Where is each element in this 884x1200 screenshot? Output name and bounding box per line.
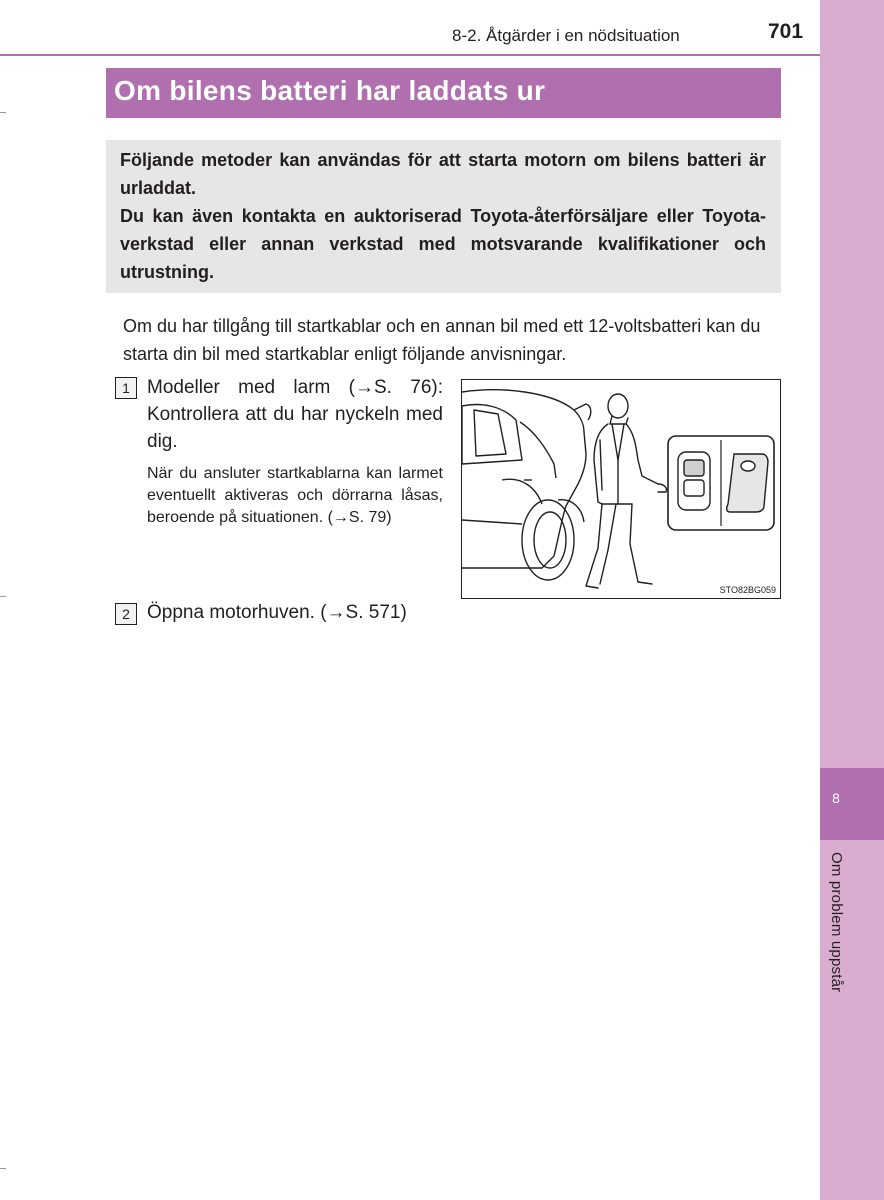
step-number-1: 1 xyxy=(115,377,137,399)
step-number-2: 2 xyxy=(115,603,137,625)
illustration-code: STO82BG059 xyxy=(719,585,776,595)
step-text-2: Öppna motorhuven. (→S. 571) xyxy=(147,602,407,623)
chapter-number: 8 xyxy=(832,790,840,806)
intro-line-1: Följande metoder kan användas för att starta motorn om bilens batteri är urladdat. xyxy=(120,150,766,198)
crop-mark xyxy=(0,112,6,113)
chapter-title: Om problem uppstår xyxy=(828,852,845,993)
section-header: 8-2. Åtgärder i en nödsituation xyxy=(452,26,680,45)
header-rule xyxy=(0,54,820,56)
illustration-panel xyxy=(461,379,781,599)
page-title: Om bilens batteri har laddats ur xyxy=(114,75,546,106)
page-number: 701 xyxy=(768,20,804,43)
body-paragraph: Om du har tillgång till startkablar och en annan bil med ett 12-voltsbatteri kan du starta din bil med startkablar enligt följande anvisningar. xyxy=(123,316,761,364)
title-bar xyxy=(106,68,781,118)
car-and-person-illustration xyxy=(462,380,780,598)
chapter-side-tab xyxy=(820,0,884,1200)
step-text-1: Modeller med larm (→S. 76): Kontrollera att du har nyckeln med dig. xyxy=(147,377,443,452)
crop-mark xyxy=(0,1168,6,1169)
intro-text xyxy=(120,146,766,286)
intro-box xyxy=(106,140,781,293)
intro-line-2: Du kan även kontakta en auktoriserad Toyota-återförsäljare eller Toyota-verkstad eller annan verkstad med motsvarande kvalifikationer och utrustning. xyxy=(120,206,766,282)
step-note-1: När du ansluter startkablarna kan larmet eventuellt aktiveras och dörrarna låsas, beroende på situationen. (→S. 79) xyxy=(147,465,443,526)
crop-mark xyxy=(0,596,6,597)
